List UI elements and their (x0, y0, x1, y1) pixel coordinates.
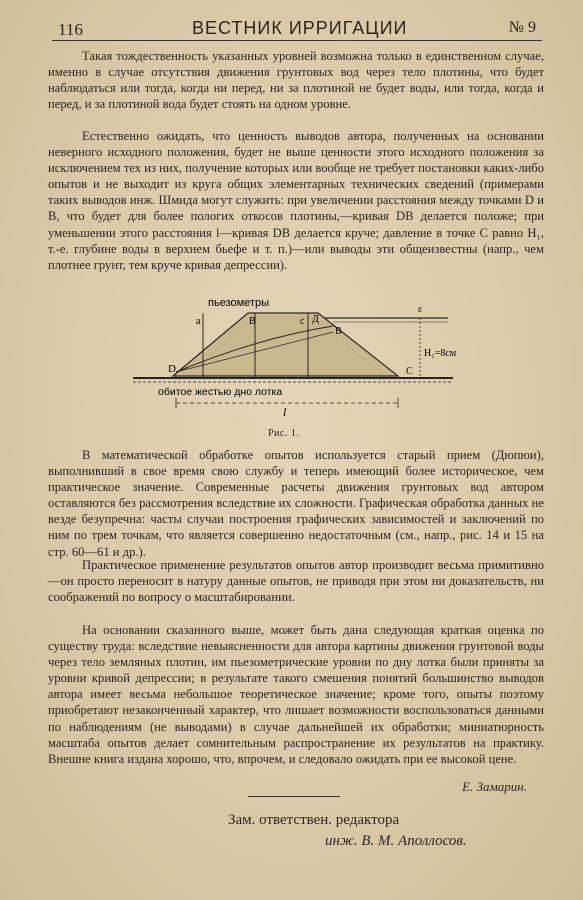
point-label: C (406, 366, 413, 377)
paragraph-text: Практическое применение результатов опытов автор производит весьма примитивно—он просто переносит в натуру данные опытов, не приводя при этом ни доказательств, ни соображений по вопросу о масштабировании. (48, 558, 544, 605)
issue-number: № 9 (508, 19, 536, 36)
paragraph-text: Естественно ожидать, что ценность выводов автора, полученных на основании неверного исходного положения, будет не выше ценности этого исходного положения за исключением тех из них, получение которых или вообще не требует постановки каких-либо опытов и не выходит из круга общих элементарных технических сведений (примерами таких выводов инж. Шмида могут служить: при увеличении расстояния между точками D и B, что будет для более пологих откосов плотины,—кривая DB делается положе; при уменьшении этого расстояния l—кривая DB делается круче; давление в точке C равно H₁, т.-е. глубине воды в верхнем бьефе и т. п.)—или выводы эти общеизвестны (напр., чем плотнее грунт, тем круче кривая депрессии). (48, 129, 544, 272)
figure-dam-diagram (128, 298, 458, 438)
point-label: B (335, 326, 342, 337)
dam-diagram (128, 298, 458, 428)
paragraph-text: В математической обработке опытов используется старый прием (Дюпюи), выполнивший в свое время свою службу и теперь имеющий более историческое, чем практическое значение. Современные расчеты движения грунтовых вод автором оставляются без рассмотрения вследствие их сложности. Графическая обработка данных не везде безупречна: часты случаи построения графических зависимостей и заключений по ним по трем точкам, что является совершенно недостаточным (см., напр., рис. 14 и 15 на стр. 60—61 и др.). (48, 448, 544, 559)
journal-title: ВЕСТНИК ИРРИГАЦИИ (192, 18, 408, 38)
point-label: B (249, 316, 256, 327)
point-label: D (168, 363, 176, 375)
paragraph-1 (48, 48, 544, 112)
editor-name: инж. В. М. Аполлосов. (325, 833, 467, 849)
paragraph-text: На основании сказанного выше, может быть дана следующая краткая оценка по существу труда: вследствие невыясненности для автора картины движения грунтовой воды через тело земляных плотин, им пьезометрические уровни по дну лотка были приняты за уровни кривой депрессии; в результате такого смешения понятий большинство выводов автора имеет весьма небольшое теоретическое значение; кроме того, опыты поэтому приобретают незаконченный характер, что лишает возможности воспользоваться данными по наблюдениям (не выводами) в случае дальнейшей их обработки; миниатюрность масштаба опытов делает сомнительным распространение их результатов на практику. Внешне книга издана хорошо, что, впрочем, и следовало ожидать при ее высокой цене. (48, 623, 544, 766)
piezometers-label: пьезометры (208, 298, 269, 309)
paragraph-5 (48, 622, 544, 767)
paragraph-4 (48, 557, 544, 605)
paragraph-3 (48, 447, 544, 560)
length-label: l (283, 405, 287, 419)
point-label: c (300, 316, 305, 327)
point-label: ε (418, 304, 423, 315)
page-number: 116 (58, 20, 83, 39)
figure-caption: Рис. 1. (268, 428, 300, 439)
flume-bottom-label: обитое жестью дно лотка (158, 386, 283, 398)
editor-title: Зам. ответствен. редактора (228, 812, 400, 828)
depth-label: H₁=8см (424, 348, 457, 359)
point-label: a (196, 316, 201, 327)
paragraph-text: Такая тождественность указанных уровней возможна только в единственном случае, именно в случае отсутствия движения грунтовых вод через тело плотины, что будет наблюдаться или тогда, когда ни перед, ни за плотиной не будет воды, или тогда, когда и перед, и за плотиной вода будет стоять на одном уровне. (48, 49, 544, 112)
page-header (52, 16, 542, 41)
author-signature: Е. Замарин. (462, 779, 527, 794)
divider (248, 796, 340, 797)
point-label: Д (312, 314, 319, 325)
paragraph-2 (48, 128, 544, 273)
